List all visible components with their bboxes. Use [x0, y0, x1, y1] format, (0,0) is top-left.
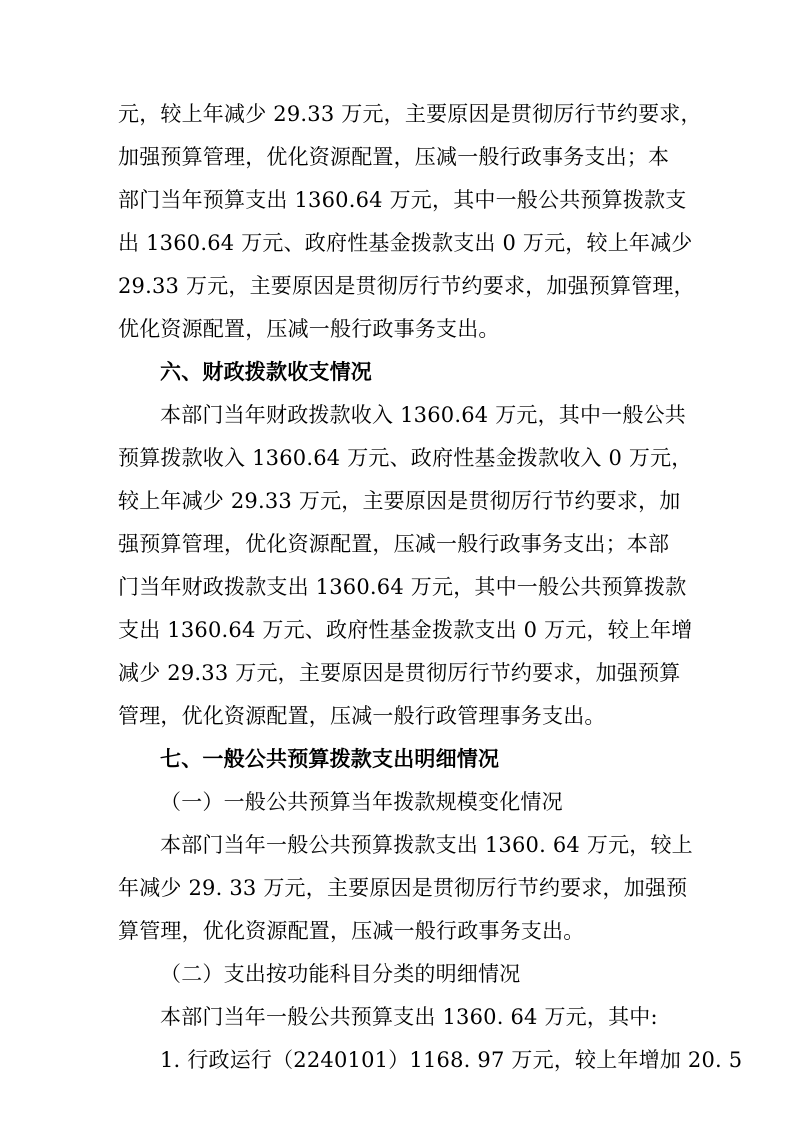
paragraph-line: 减少 29.33 万元，主要原因是贯彻厉行节约要求，加强预算 — [118, 661, 681, 685]
paragraph-line: 优化资源配置，压减一般行政事务支出。 — [118, 317, 500, 341]
paragraph-line: 管理，优化资源配置，压减一般行政管理事务支出。 — [118, 704, 606, 728]
paragraph-line: 元，较上年减少 29.33 万元，主要原因是贯彻厉行节约要求， — [118, 102, 702, 126]
section-heading-6: 六、财政拨款收支情况 — [160, 360, 372, 384]
subsection-heading-1: （一）一般公共预算当年拨款规模变化情况 — [160, 790, 563, 814]
paragraph-line: 预算拨款收入 1360.64 万元、政府性基金拨款收入 0 万元， — [118, 446, 693, 470]
subsection-heading-2: （二）支出按功能科目分类的明细情况 — [160, 962, 521, 986]
paragraph-line: 较上年减少 29.33 万元，主要原因是贯彻厉行节约要求，加 — [118, 489, 681, 513]
paragraph-line: 本部门当年一般公共预算支出 1360. 64 万元，其中: — [160, 1005, 658, 1029]
paragraph-line: 本部门当年财政拨款收入 1360.64 万元，其中一般公共 — [160, 403, 686, 427]
paragraph-line: 部门当年预算支出 1360.64 万元，其中一般公共预算拨款支 — [118, 188, 687, 212]
paragraph-line: 支出 1360.64 万元、政府性基金拨款支出 0 万元，较上年增 — [118, 618, 693, 642]
paragraph-line: 强预算管理，优化资源配置，压减一般行政事务支出；本部 — [118, 532, 670, 556]
paragraph-line: 加强预算管理，优化资源配置，压减一般行政事务支出；本 — [118, 145, 670, 169]
section-heading-7: 七、一般公共预算拨款支出明细情况 — [160, 747, 500, 771]
paragraph-line: 本部门当年一般公共预算拨款支出 1360. 64 万元，较上 — [160, 833, 693, 857]
paragraph-line: 29.33 万元，主要原因是贯彻厉行节约要求，加强预算管理， — [118, 274, 695, 298]
paragraph-line: 算管理，优化资源配置，压减一般行政事务支出。 — [118, 919, 585, 943]
paragraph-line: 年减少 29. 33 万元，主要原因是贯彻厉行节约要求，加强预 — [118, 876, 688, 900]
paragraph-line: 出 1360.64 万元、政府性基金拨款支出 0 万元，较上年减少 — [118, 231, 693, 255]
paragraph-line: 门当年财政拨款支出 1360.64 万元，其中一般公共预算拨款 — [118, 575, 687, 599]
paragraph-line: 1. 行政运行（2240101）1168. 97 万元，较上年增加 20. 5 — [160, 1048, 743, 1072]
